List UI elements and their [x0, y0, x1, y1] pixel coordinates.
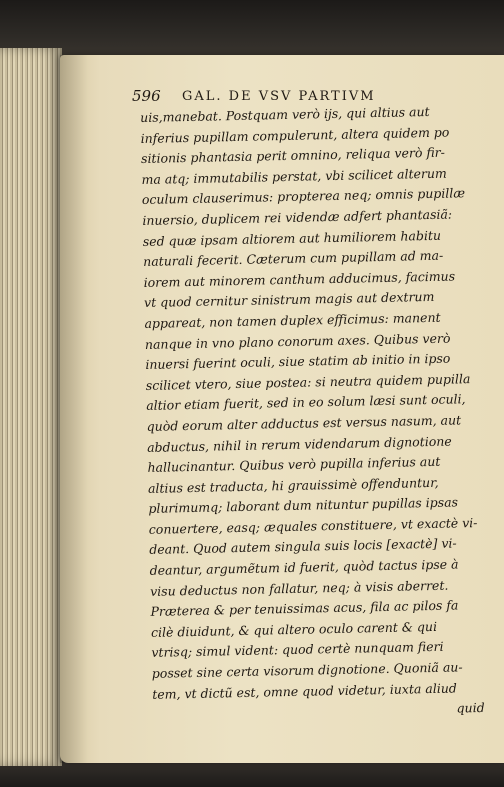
text-line: naturali fecerit. Cæterum cum pupillam ad ma-	[143, 247, 444, 270]
background-top	[0, 0, 504, 60]
text-line: visu deductus non fallatur, neq; à visis aberret.	[149, 577, 449, 599]
text-line: conuertere, easq; æquales constituere, vt exactè vi-	[148, 514, 478, 537]
text-line: inferius pupillam compulerunt, altera quidem po	[140, 124, 450, 146]
text-line: tem, vt dictũ est, omne quod videtur, iuxta aliud	[152, 680, 457, 702]
text-line: vt quod cernitur sinistrum magis aut dextrum	[143, 289, 435, 311]
text-line: abductus, nihil in rerum videndarum dignotione	[146, 433, 452, 455]
text-line: inuersio, duplicem rei videndæ adfert phantasiã:	[142, 206, 453, 228]
text-line: quòd eorum alter adductus est versus nasum, aut	[146, 412, 462, 434]
text-line: uis,manebat. Postquam verò ijs, qui altius aut	[140, 103, 430, 125]
text-line: hallucinantur. Quibus verò pupilla inferius aut	[147, 453, 441, 476]
text-line: posset sine certa visorum dignotione. Quoniã au-	[151, 659, 463, 681]
text-line: altius est traducta, hi grauissimè offenduntur,	[147, 474, 439, 496]
text-line: nanque in vno plano conorum axes. Quibus verò	[144, 330, 451, 352]
book-page-edges	[0, 48, 62, 766]
catchword: quid	[456, 700, 485, 716]
text-line: oculum clauserimus: propterea neq; omnis pupillæ	[141, 185, 466, 208]
text-line: scilicet vtero, siue postea: si neutra quidem pupilla	[145, 370, 471, 393]
text-line: ma atq; immutabilis perstat, vbi scilicet alterum	[141, 165, 447, 187]
page-number: 596	[132, 87, 161, 105]
text-line: appareat, non tamen duplex efficimus: manent	[144, 309, 441, 331]
text-line: vtrisq; simul vident: quod certè nunquam fieri	[151, 639, 444, 661]
text-line: deantur, argumẽtum id fuerit, quòd tactus ipse à	[149, 556, 459, 578]
running-head: GAL. DE VSV PARTIVM	[182, 89, 376, 104]
text-line: sed quæ ipsam altiorem aut humiliorem habitu	[142, 227, 442, 249]
text-line: sitionis phantasia perit omnino, reliqua verò fir-	[140, 144, 446, 167]
text-block	[140, 101, 493, 726]
text-line: iorem aut minorem canthum adducimus, facimus	[143, 268, 456, 290]
text-line: Præterea & per tenuissimas acus, fila ac pilos fa	[150, 597, 459, 620]
text-line: altior etiam fuerit, sed in eo solum læsi sunt oculi,	[146, 391, 466, 414]
text-line: deant. Quod autem singula suis locis [exactè] vi-	[149, 535, 457, 558]
text-line: inuersi fuerint oculi, siue statim ab initio in ipso	[145, 350, 451, 373]
text-line: plurimumq; laborant dum nituntur pupillas ipsas	[148, 494, 459, 517]
text-line: cilè diuidunt, & qui altero oculo carent & qui	[150, 618, 438, 640]
